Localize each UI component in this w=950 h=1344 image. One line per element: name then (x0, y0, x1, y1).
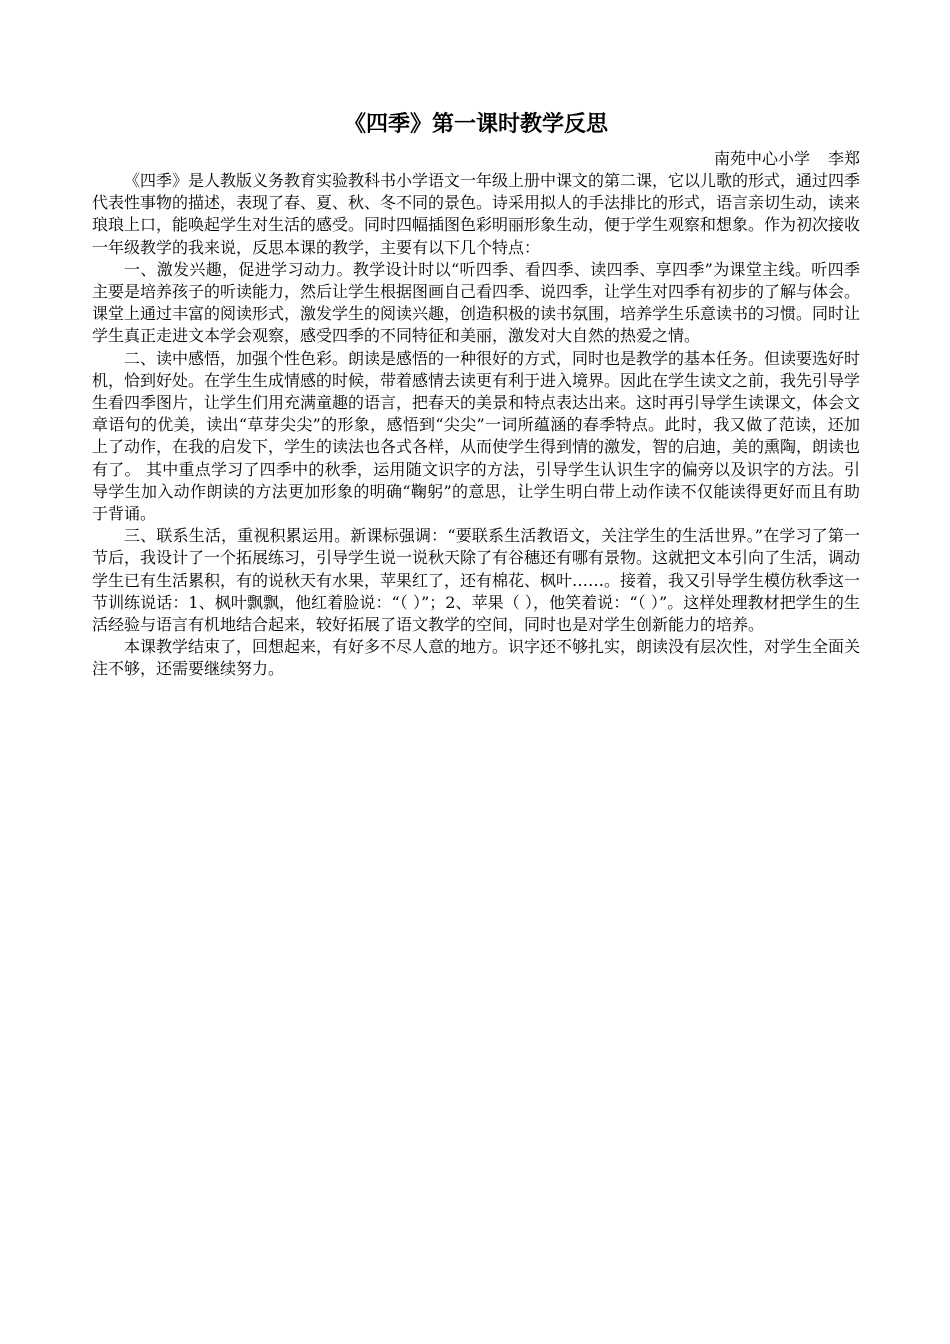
document-page (92, 108, 860, 681)
document-title: 《四季》第一课时教学反思 (343, 112, 608, 137)
paragraph-intro: 《四季》是人教版义务教育实验教科书小学语文一年级上册中课文的第二课，它以儿歌的形式，通过四季代表性事物的描述，表现了春、夏、秋、冬不同的景色。诗采用拟人的手法排比的形式，语言亲切生动，读来琅琅上口，能唤起学生对生活的感受。同时四幅插图色彩明丽形象生动，便于学生观察和想象。作为初次接收一年级教学的我来说，反思本课的教学，主要有以下几个特点： (92, 171, 861, 257)
author-byline (92, 148, 860, 170)
author-name: 李郑 (827, 149, 860, 168)
paragraph-point-two: 二、读中感悟，加强个性色彩。朗读是感悟的一种很好的方式，同时也是教学的基本任务。但读要选好时机，恰到好处。在学生生成情感的时候，带着感情去读更有利于进入境界。因此在学生读文之前，我先引导学生看四季图片，让学生们用充满童趣的语言，把春天的美景和特点表达出来。这时再引导学生读课文，体会文章语句的优美，读出“草芽尖尖”的形象，感悟到“尖尖”一词所蕴涵的春季特点。此时，我又做了范读，还加上了动作，在我的启发下，学生的读法也各式各样，从而使学生得到情的激发，智的启迪，美的熏陶，朗读也有了。 其中重点学习了四季中的秋季，运用随文识字的方法，引导学生认识生字的偏旁以及识字的方法。引导学生加入动作朗读的方法更加形象的明确“鞠躬”的意思，让学生明白带上动作读不仅能读得更好而且有助于背诵。 (92, 348, 861, 524)
paragraph-point-three: 三、联系生活，重视积累运用。新课标强调：“要联系生活教语文，关注学生的生活世界。”在学习了第一节后，我设计了一个拓展练习，引导学生说一说秋天除了有谷穗还有哪有景物。这就把文本引向了生活，调动学生已有生活累积，有的说秋天有水果，苹果红了，还有棉花、枫叶……。接着，我又引导学生模仿秋季这一节训练说话：1、枫叶飘飘，他红着脸说：“（ ）”；2、苹果（ ），他笑着说：“（ ）”。这样处理教材把学生的生活经验与语言有机地结合起来，较好拓展了语文教学的空间，同时也是对学生创新能力的培养。 (92, 526, 861, 635)
paragraph-conclusion: 本课教学结束了，回想起来，有好多不尽人意的地方。识字还不够扎实，朗读没有层次性，对学生全面关注不够，还需要继续努力。 (92, 637, 861, 679)
school-name: 南苑中心小学 (713, 149, 810, 168)
paragraph-point-one: 一、激发兴趣，促进学习动力。教学设计时以“听四季、看四季、读四季、享四季”为课堂主线。听四季主要是培养孩子的听读能力，然后让学生根据图画自己看四季、说四季，让学生对四季有初步的了解与体会。课堂上通过丰富的阅读形式，激发学生的阅读兴趣，创造积极的读书氛围，培养学生乐意读书的习惯。同时让学生真正走进文本学会观察，感受四季的不同特征和美丽，激发对大自然的热爱之情。 (92, 259, 861, 346)
